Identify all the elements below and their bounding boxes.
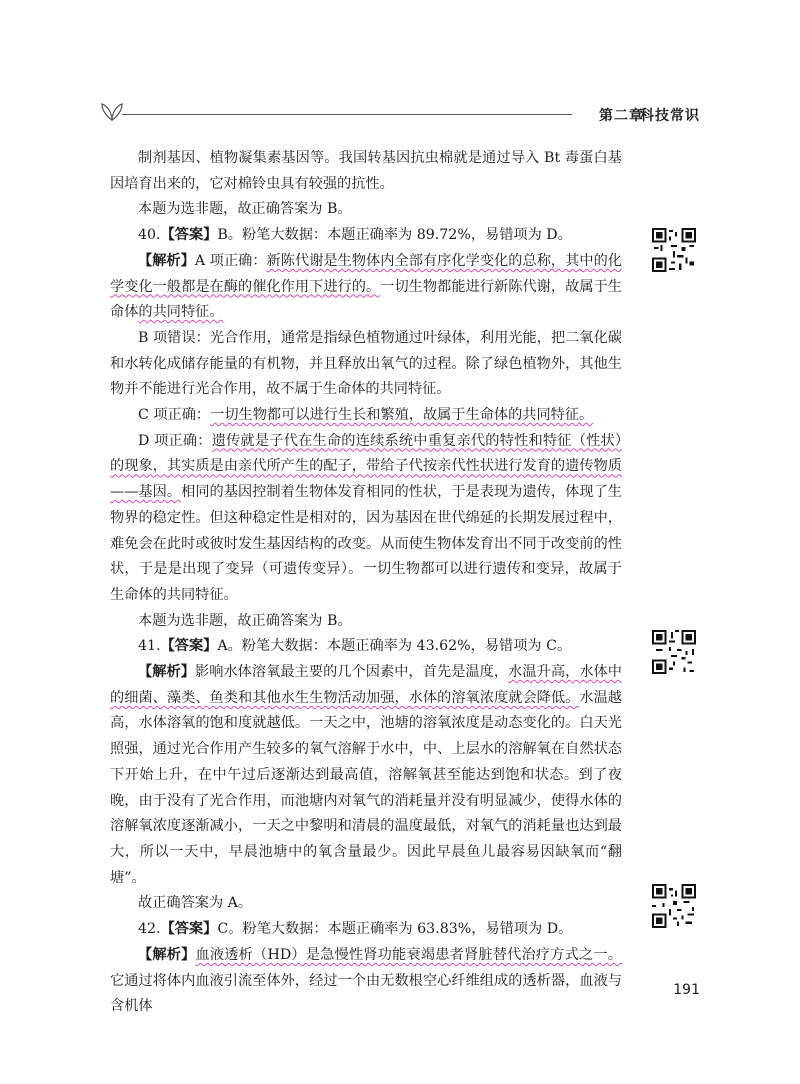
answer-text: B。粉笔大数据：本题正确率为 89.72%，易错项为 D。	[217, 227, 572, 244]
paragraph	[110, 197, 622, 223]
paragraph-text: 影响水体溶氧最主要的几个因素中，首先是温度，	[194, 664, 509, 681]
qr-code-icon[interactable]	[652, 630, 696, 674]
highlighted-text: 水温升高，水体中的细菌、藻类、鱼类和其他水生生物活动加强，水体的溶氧浓度就会降低。	[110, 664, 622, 706]
answer-conclusion: 故正确答案为 A。	[138, 895, 253, 912]
paragraph	[110, 146, 622, 197]
question-number: 42.	[138, 921, 161, 938]
answer-tag: 【答案】	[160, 921, 218, 938]
highlighted-text: 遗传就是子代在生命的连续系统中重复亲代的特性和特征（性状）的现象，其实质是由亲代所产生的配子，带给子代按亲代性状进行发育的遗传物质——基因。	[110, 432, 622, 501]
question-number: 41.	[138, 638, 161, 655]
question-number: 40.	[138, 227, 161, 244]
question-40-answer	[110, 223, 622, 249]
qr-code-icon[interactable]	[652, 884, 696, 928]
leaf-icon	[100, 100, 124, 122]
question-40-analysis-c	[110, 403, 622, 429]
answer-text: C。粉笔大数据：本题正确率为 63.83%，易错项为 D。	[217, 921, 573, 938]
answer-conclusion: 本题为选非题，故正确答案为 B。	[138, 201, 352, 218]
highlighted-text: 一切生物都可以进行生长和繁殖，故属于生命体的共同特征。	[210, 407, 594, 424]
question-40-analysis-a	[110, 249, 622, 326]
answer-tag: 【答案】	[160, 227, 218, 244]
paragraph-text: 它通过将体内血液引流至体外，经过一个由无数根空心纤维组成的透析器，血液与含机体	[110, 972, 622, 1015]
paragraph-text: 一切生物都能进行新陈代谢，故属于生命体	[110, 278, 622, 321]
chapter-label: 第二章	[599, 108, 644, 124]
paragraph	[110, 609, 622, 635]
question-41-analysis	[110, 660, 622, 891]
analysis-tag: 【解析】	[138, 252, 195, 269]
answer-text: A。粉笔大数据：本题正确率为 43.62%，易错项为 C。	[217, 638, 572, 655]
paragraph-text: B 项错误：光合作用，通常是指绿色植物通过叶绿体，利用光能，把二氧化碳和水转化成储存能量的有机物，并且释放出氧气的过程。除了绿色植物外，其他生物并不能进行光合作用，故不属于生命体的共同特征。	[110, 329, 622, 398]
page-number: 191	[673, 982, 700, 998]
highlighted-text: 血液透析（HD）是急慢性肾功能衰竭患者肾脏替代治疗方式之一。	[195, 946, 622, 963]
option-label: C 项正确：	[138, 407, 211, 424]
highlighted-text: 的共同特征。	[138, 304, 224, 321]
question-41-answer	[110, 634, 622, 660]
analysis-tag: 【解析】	[138, 946, 196, 963]
question-40-analysis-b	[110, 326, 622, 403]
paragraph	[110, 891, 622, 917]
answer-conclusion: 本题为选非题，故正确答案为 B。	[138, 612, 352, 629]
analysis-tag: 【解析】	[138, 664, 195, 681]
paragraph-text: 制剂基因、植物凝集素基因等。我国转基因抗虫棉就是通过导入 Bt 毒蛋白基因培育出来的，它对棉铃虫具有较强的抗性。	[110, 150, 622, 192]
page-body	[110, 146, 622, 1020]
highlighted-text: 新陈代谢是生物体内全部有序化学变化的总称，其中的化学变化一般都是在酶的催化作用下进行的。	[110, 252, 622, 295]
section-label: 科技常识	[640, 108, 700, 124]
running-header	[100, 100, 700, 126]
answer-tag: 【答案】	[160, 638, 218, 655]
paragraph-text: 水温越高，水体溶氧的饱和度就越低。一天之中，池塘的溶氧浓度是动态变化的。白天光照强，通过光合作用产生较多的氧气溶解于水中，中、上层水的溶解氧在自然状态下开始上升，在中午过后逐渐达到最高值，溶解氧甚至能达到饱和状态。到了夜晚，由于没有了光合作用，而池塘内对氧气的消耗量并没有明显减少，使得水体的溶解氧浓度逐渐减小，一天之中黎明和清晨的温度最低，对氧气的消耗量也达到最大，所以一天中，早晨池塘中的氧含量最少。因此早晨鱼儿最容易因缺氧而“翻塘”。	[110, 689, 622, 886]
question-42-answer	[110, 917, 622, 943]
option-label: A 项正确：	[194, 252, 267, 269]
option-label: D 项正确：	[138, 432, 212, 449]
header-rule	[122, 114, 572, 115]
question-42-analysis	[110, 943, 622, 1020]
question-40-analysis-d	[110, 429, 622, 609]
paragraph-text: 相同的基因控制着生物体发育相同的性状，于是表现为遗传，体现了生物界的稳定性。但这种稳定性是相对的，因为基因在世代绵延的长期发展过程中，难免会在此时或彼时发生基因结构的改变。从而使生物体发育出不同于改变前的性状，于是是出现了变异（可遗传变异）。一切生物都可以进行遗传和变异，故属于生命体的共同特征。	[110, 484, 622, 603]
qr-code-icon[interactable]	[652, 228, 696, 272]
